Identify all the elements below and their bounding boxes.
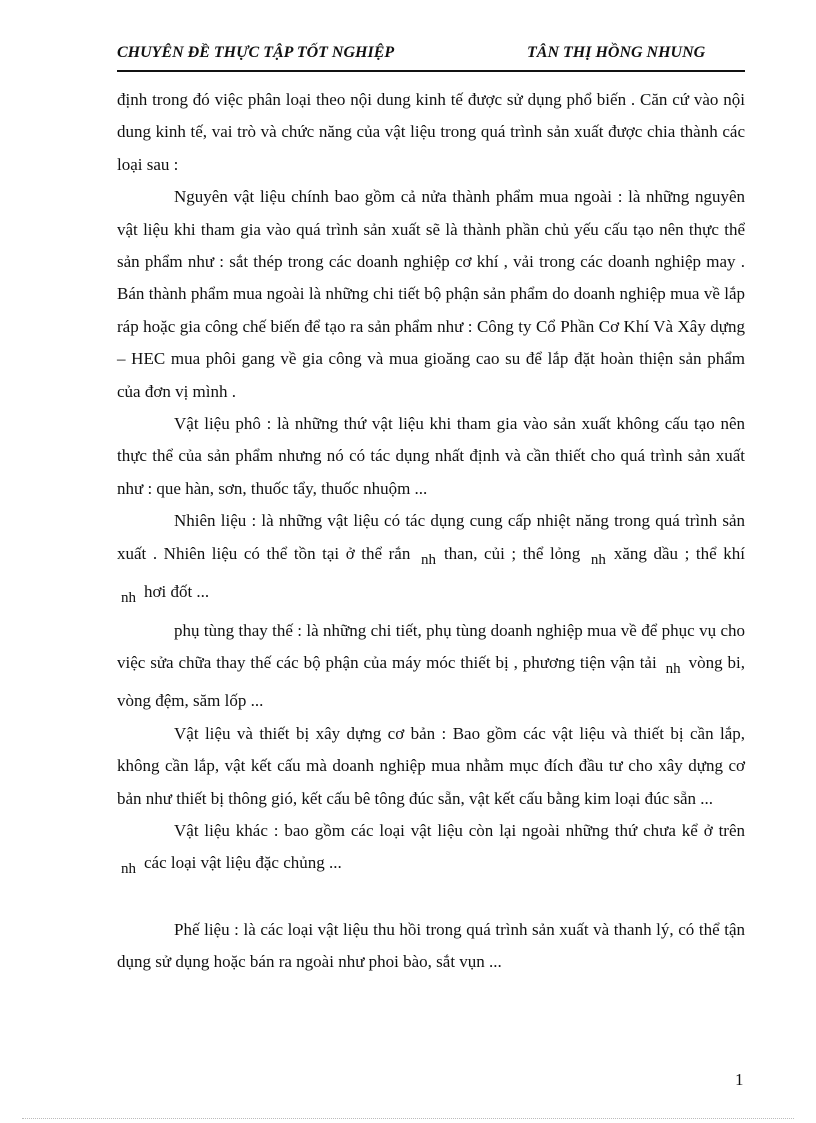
page-bottom-divider	[22, 1118, 794, 1119]
fuel-text-2: than, củi ; thể lỏng	[443, 543, 581, 563]
paragraph-spare-parts	[117, 615, 745, 718]
nh-marker: nh	[665, 660, 681, 677]
other-text-2: các loại vật liệu đặc chủng ...	[144, 853, 342, 873]
paragraph-main-materials: Nguyên vật liệu chính bao gồm cả nửa thành phẩm mua ngoài : là những nguyên vật liệu khi tham gia vào quá trình sản xuất sẽ là thành phần chủ yếu cấu tạo nên thực thể sản phẩm như : sắt thép trong các doanh nghiệp cơ khí , vải trong các doanh nghiệp may . Bán thành phẩm mua ngoài là những chi tiết bộ phận sản phẩm do doanh nghiệp mua về lắp ráp hoặc gia công chế biến để tạo ra sản phẩm như : Công ty Cổ Phần Cơ Khí Và Xây dựng – HEC mua phôi gang về gia công và mua gioăng cao su để lắp đặt hoàn thiện sản phẩm của đơn vị mình .	[117, 187, 745, 401]
spare-parts-text-2: vòng bi, vòng đệm, săm lốp ...	[117, 652, 746, 711]
fuel-text-4: hơi đốt ...	[144, 582, 210, 602]
page-header	[117, 44, 745, 72]
paragraph-scrap: Phế liệu : là các loại vật liệu thu hồi trong quá trình sản xuất và thanh lý, có thể tận dụng sử dụng hoặc bán ra ngoài như phoi bào, sắt vụn ...	[117, 919, 745, 972]
paragraph-construction-materials: Vật liệu và thiết bị xây dựng cơ bản : Bao gồm các vật liệu và thiết bị cần lắp, không cần lắp, vật kết cấu mà doanh nghiệp mua nhằm mục đích đầu tư cho xây dựng cơ bản như thiết bị thông gió, kết cấu bê tông đúc sẵn, vật kết cấu bằng kim loại đúc sẵn ...	[117, 723, 745, 808]
header-author: TÂN THỊ HỒNG NHUNG	[527, 44, 706, 61]
document-body	[117, 84, 745, 979]
fuel-text-1: Nhiên liệu : là những vật liệu có tác dụng cung cấp nhiệt năng trong quá trình sản xuất . Nhiên liệu có thể tồn tại ở thể rắn	[117, 511, 745, 563]
nh-marker: nh	[590, 551, 606, 568]
fuel-text-3: xăng dầu ; thể khí	[613, 543, 746, 563]
paragraph-intro: định trong đó việc phân loại theo nội dung kinh tế được sử dụng phổ biến . Căn cứ vào nội dung kinh tế, vai trò và chức năng của vật liệu trong quá trình sản xuất được chia thành các loại sau :	[117, 90, 745, 174]
nh-marker: nh	[121, 861, 136, 878]
paragraph-fuel	[117, 505, 745, 614]
header-divider	[117, 70, 745, 72]
nh-marker: nh	[420, 551, 436, 568]
header-title: CHUYÊN ĐỀ THỰC TẬP TỐT NGHIỆP	[117, 44, 395, 61]
paragraph-other-materials	[117, 815, 745, 886]
spare-parts-text-1: phụ tùng thay thế : là những chi tiết, phụ tùng doanh nghiệp mua về để phục vụ cho việc sửa chữa thay thế các bộ phận của máy móc thiết bị , phương tiện vận tải	[117, 620, 745, 672]
page-number: 1	[735, 1070, 744, 1089]
paragraph-auxiliary-materials: Vật liệu phô : là những thứ vật liệu khi tham gia vào sản xuất không cấu tạo nên thực thể của sản phẩm nhưng nó có tác dụng nhất định và cần thiết cho quá trình sản xuất như : que hàn, sơn, thuốc tẩy, thuốc nhuộm ...	[117, 414, 745, 498]
nh-marker: nh	[121, 590, 136, 607]
other-text-1: Vật liệu khác : bao gồm các loại vật liệu còn lại ngoài những thứ chưa kể ở trên	[174, 820, 745, 840]
